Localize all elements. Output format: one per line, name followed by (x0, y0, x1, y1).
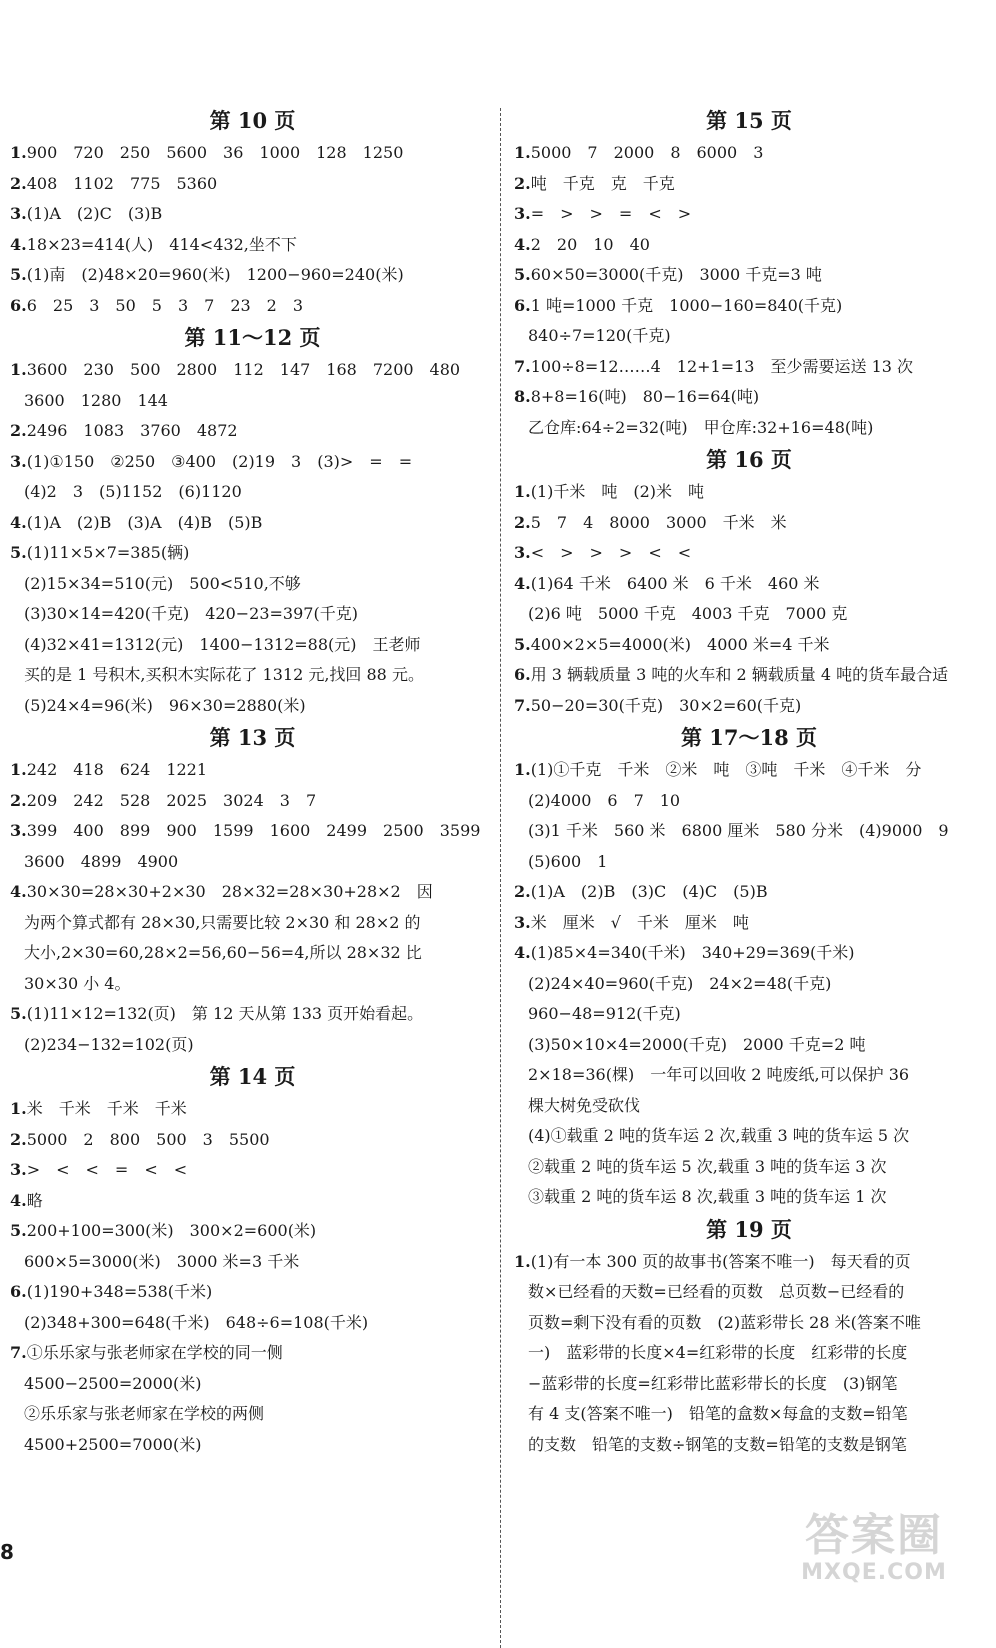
answer-text: (3)1 千米 560 米 6800 厘米 580 分米 (4)9000 9 (528, 821, 949, 840)
answer-text: 408 1102 775 5360 (26, 173, 218, 193)
question-number: 5. (10, 1004, 27, 1023)
question-number: 1. (10, 1099, 27, 1118)
answer-text: (1)190+348=538(千米) (26, 1282, 213, 1301)
question-number: 7. (514, 356, 531, 376)
question-number: 1. (514, 143, 531, 162)
answer-line (10, 1216, 495, 1247)
question-number: 1. (10, 360, 27, 379)
answer-line (10, 416, 495, 447)
answer-text: 5 7 4 8000 3000 千米 米 (530, 512, 787, 532)
answer-text: (1)A (2)B (3)A (4)B (5)B (26, 512, 263, 532)
answer-line (10, 538, 495, 569)
answer-text: (1)11×12=132(页) 第 12 天从第 133 页开始看起。 (26, 1004, 424, 1023)
answer-continuation (10, 1399, 495, 1430)
answer-line (10, 138, 495, 169)
answer-line (514, 630, 984, 661)
answer-text: (1)11×5×7=385(辆) (26, 543, 190, 562)
answer-line (514, 691, 984, 722)
question-number: 1. (10, 760, 27, 779)
section-heading: 第 19 页 (706, 1216, 792, 1242)
answer-text: 的支数 铅笔的支数÷钢笔的支数=铅笔的支数是钢笔 (528, 1434, 907, 1454)
answer-text: (1)A (2)C (3)B (26, 204, 163, 223)
question-number: 3. (10, 451, 27, 471)
watermark-logo (774, 1512, 974, 1588)
question-number: 2. (514, 512, 531, 532)
answer-text: 50−20=30(千克) 30×2=60(千克) (530, 695, 802, 715)
answer-text: (3)30×14=420(千克) 420−23=397(千克) (24, 604, 358, 623)
question-number: 3. (10, 204, 27, 223)
answer-line (10, 355, 495, 386)
answer-continuation (10, 847, 495, 878)
answer-text: 60×50=3000(千克) 3000 千克=3 吨 (530, 265, 822, 284)
answer-line (10, 291, 495, 322)
answer-line (10, 1338, 495, 1369)
answer-text: 略 (26, 1190, 43, 1210)
answer-continuation (10, 908, 495, 939)
section-heading: 第 14 页 (209, 1064, 296, 1089)
question-number: 5. (514, 634, 531, 654)
question-number: 6. (514, 295, 531, 315)
question-number: 4. (10, 882, 27, 901)
answer-continuation (514, 969, 984, 1000)
answer-line (514, 477, 984, 508)
question-number: 2. (10, 173, 27, 193)
answer-text: (1)A (2)B (3)C (4)C (5)B (530, 882, 768, 901)
answer-line (514, 508, 984, 539)
answer-text: 960−48=912(千克) (528, 1004, 681, 1023)
question-number: 4. (10, 512, 27, 532)
answer-text: (4)32×41=1312(元) 1400−1312=88(元) 王老师 (24, 634, 421, 654)
answer-text: 有 4 支(答案不唯一) 铅笔的盒数×每盒的支数=铅笔 (528, 1404, 908, 1423)
question-number: 5. (514, 265, 531, 284)
answer-text: 为两个算式都有 28×30,只需要比较 2×30 和 28×2 的 (24, 912, 421, 932)
answer-continuation (514, 786, 984, 817)
question-number: 5. (10, 543, 27, 562)
section-heading: 第 11～12 页 (184, 325, 321, 350)
answer-text: 数×已经看的天数=已经看的页数 总页数−已经看的 (528, 1282, 905, 1301)
answer-text: (4)2 3 (5)1152 (6)1120 (24, 482, 242, 501)
answer-text: = > > = < > (530, 204, 692, 223)
answer-continuation (514, 1430, 984, 1461)
answer-text: 30×30=28×30+2×30 28×32=28×30+28×2 因 (26, 882, 433, 901)
answer-continuation (514, 847, 984, 878)
answer-continuation (514, 1121, 984, 1152)
answer-text: 米 厘米 √ 千米 厘米 吨 (530, 912, 749, 932)
section-heading: 第 13 页 (209, 725, 296, 750)
answer-line (10, 1155, 495, 1186)
answer-line (514, 382, 984, 413)
answer-text: 吨 千克 克 千克 (530, 173, 675, 193)
question-number: 1. (514, 1251, 531, 1271)
answer-text: 大小,2×30=60,28×2=56,60−56=4,所以 28×32 比 (24, 943, 422, 962)
answer-text: (1)①千克 千米 ②米 吨 ③吨 千米 ④千米 分 (530, 760, 922, 779)
answer-continuation (514, 1182, 984, 1213)
answer-continuation (514, 999, 984, 1030)
question-number: 5. (10, 265, 27, 284)
answer-line (10, 447, 495, 478)
question-number: 2. (10, 1129, 27, 1149)
answer-line (10, 169, 495, 200)
question-number: 4. (10, 234, 27, 254)
answer-text: (1)64 千米 6400 米 6 千米 460 米 (530, 573, 820, 593)
watermark-title: 答案圈 (805, 1510, 943, 1561)
answer-text: 4500−2500=2000(米) (24, 1373, 202, 1393)
right-column (514, 104, 984, 1460)
answer-line (514, 938, 984, 969)
question-number: 1. (514, 482, 531, 501)
question-number: 3. (10, 821, 27, 840)
answer-line (10, 508, 495, 539)
answer-text: (2)234−132=102(页) (24, 1034, 194, 1054)
question-number: 6. (10, 1282, 27, 1301)
answer-line (10, 755, 495, 786)
answer-text: (2)6 吨 5000 千克 4003 千克 7000 克 (528, 604, 848, 623)
answer-line (514, 260, 984, 291)
column-divider (500, 108, 501, 1648)
answer-text: 200+100=300(米) 300×2=600(米) (26, 1221, 317, 1240)
answer-text: 242 418 624 1221 (26, 760, 208, 779)
answer-continuation (10, 1247, 495, 1278)
answer-text: 页数=剩下没有看的页数 (2)蓝彩带长 28 米(答案不唯 (528, 1312, 921, 1332)
answer-continuation (10, 1430, 495, 1461)
answer-text: (2)24×40=960(千克) 24×2=48(千克) (528, 973, 832, 993)
question-number: 1. (10, 143, 27, 162)
answer-line (514, 169, 984, 200)
section-heading: 第 10 页 (209, 108, 296, 133)
question-number: 2. (514, 882, 531, 901)
answer-text: ②乐乐家与张老师家在学校的两侧 (24, 1404, 265, 1423)
answer-line (10, 1186, 495, 1217)
answer-text: 2496 1083 3760 4872 (26, 421, 238, 440)
left-column (10, 104, 495, 1460)
answer-continuation (514, 1338, 984, 1369)
answer-continuation (514, 816, 984, 847)
answer-line (10, 1277, 495, 1308)
answer-line (514, 352, 984, 383)
answer-text: (1)①150 ②250 ③400 (2)19 3 (3)> = = (26, 451, 413, 471)
answer-line (514, 538, 984, 569)
answer-line (514, 230, 984, 261)
answer-line (10, 1094, 495, 1125)
question-number: 3. (10, 1160, 27, 1179)
question-number: 3. (514, 543, 531, 562)
question-number: 8. (514, 387, 531, 406)
answer-continuation (10, 660, 495, 691)
section-heading: 第 16 页 (706, 447, 792, 472)
answer-text: 30×30 小 4。 (24, 973, 131, 993)
answer-line (10, 260, 495, 291)
answer-line (514, 199, 984, 230)
answer-line (10, 999, 495, 1030)
answer-text: 100÷8=12……4 12+1=13 至少需要运送 13 次 (530, 356, 914, 376)
section-heading: 第 15 页 (706, 108, 792, 133)
question-number: 5. (10, 1221, 27, 1240)
answer-text: (1)千米 吨 (2)米 吨 (530, 482, 705, 501)
answer-continuation (10, 691, 495, 722)
question-number: 1. (514, 760, 531, 779)
answer-line (514, 291, 984, 322)
answer-text: 棵大树免受砍伐 (528, 1095, 641, 1115)
answer-continuation (514, 413, 984, 444)
answer-continuation (514, 1091, 984, 1122)
answer-line (10, 1125, 495, 1156)
answer-text: 840÷7=120(千克) (528, 326, 671, 345)
answer-line (514, 1247, 984, 1278)
answer-text: 米 千米 千米 千米 (26, 1099, 187, 1118)
answer-continuation (514, 1308, 984, 1339)
answer-text: (2)4000 6 7 10 (528, 790, 681, 810)
answer-text: 2 20 10 40 (530, 234, 650, 254)
answer-continuation (10, 630, 495, 661)
question-number: 4. (514, 943, 531, 962)
answer-continuation (514, 1399, 984, 1430)
watermark-domain: MXQE.COM (801, 1560, 947, 1585)
answer-text: (5)24×4=96(米) 96×30=2880(米) (24, 695, 306, 715)
answer-continuation (514, 1030, 984, 1061)
question-number: 7. (514, 695, 531, 715)
answer-line (10, 230, 495, 261)
answer-continuation (514, 321, 984, 352)
answer-continuation (10, 1369, 495, 1400)
answer-text: ①乐乐家与张老师家在学校的同一侧 (26, 1343, 283, 1362)
question-number: 2. (10, 790, 27, 810)
question-number: 4. (514, 234, 531, 254)
answer-text: (1)85×4=340(千米) 340+29=369(千米) (530, 943, 855, 962)
answer-line (10, 199, 495, 230)
answer-text: (5)600 1 (528, 851, 608, 871)
answer-text: 3600 230 500 2800 112 147 168 7200 480 (26, 360, 461, 379)
answer-continuation (10, 569, 495, 600)
answer-continuation (514, 599, 984, 630)
answer-text: (2)15×34=510(元) 500<510,不够 (24, 573, 301, 593)
answer-text: (1)南 (2)48×20=960(米) 1200−960=240(米) (26, 265, 404, 284)
answer-text: 399 400 899 900 1599 1600 2499 2500 3599 (26, 821, 481, 840)
answer-line (10, 786, 495, 817)
answer-text: (3)50×10×4=2000(千克) 2000 千克=2 吨 (528, 1034, 866, 1054)
answer-text: 4500+2500=7000(米) (24, 1434, 202, 1454)
answer-continuation (514, 1369, 984, 1400)
answer-text: ②载重 2 吨的货车运 5 次,载重 3 吨的货车运 3 次 (528, 1156, 887, 1176)
answer-text: 8+8=16(吨) 80−16=64(吨) (530, 387, 760, 406)
answer-line (10, 877, 495, 908)
answer-text: 一) 蓝彩带的长度×4=红彩带的长度 红彩带的长度 (528, 1343, 908, 1362)
answer-text: < > > > < < (530, 543, 692, 562)
question-number: 4. (10, 1190, 27, 1210)
answer-continuation (514, 1152, 984, 1183)
question-number: 3. (514, 204, 531, 223)
answer-continuation (10, 386, 495, 417)
answer-continuation (10, 599, 495, 630)
answer-text: 18×23=414(人) 414<432,坐不下 (26, 234, 297, 254)
page-number: 8 (0, 1540, 14, 1564)
answer-text: −蓝彩带的长度=红彩带比蓝彩带长的长度 (3)钢笔 (528, 1373, 898, 1393)
question-number: 6. (10, 295, 27, 315)
answer-text: 209 242 528 2025 3024 3 7 (26, 790, 317, 810)
answer-text: 用 3 辆载质量 3 吨的火车和 2 辆载质量 4 吨的货车最合适 (530, 665, 949, 684)
answer-continuation (514, 1277, 984, 1308)
answer-text: (4)①载重 2 吨的货车运 2 次,载重 3 吨的货车运 5 次 (528, 1126, 910, 1145)
answer-text: 乙仓库:64÷2=32(吨) 甲仓库:32+16=48(吨) (528, 417, 874, 437)
question-number: 6. (514, 665, 531, 684)
answer-text: > < < = < < (26, 1160, 188, 1179)
question-number: 2. (10, 421, 27, 440)
answer-continuation (10, 477, 495, 508)
section-heading: 第 17～18 页 (680, 725, 818, 750)
answer-text: 3600 1280 144 (24, 390, 168, 410)
answer-line (514, 569, 984, 600)
answer-text: 3600 4899 4900 (24, 851, 179, 871)
answer-text: 600×5=3000(米) 3000 米=3 千米 (24, 1251, 300, 1271)
answer-text: 2×18=36(棵) 一年可以回收 2 吨废纸,可以保护 36 (528, 1065, 910, 1084)
answer-continuation (10, 969, 495, 1000)
answer-text: 400×2×5=4000(米) 4000 米=4 千米 (530, 634, 830, 654)
answer-continuation (514, 1060, 984, 1091)
answer-text: 6 25 3 50 5 3 7 23 2 3 (26, 295, 304, 315)
question-number: 3. (514, 912, 531, 932)
question-number: 2. (514, 173, 531, 193)
answer-continuation (10, 1030, 495, 1061)
question-number: 4. (514, 573, 531, 593)
answer-line (10, 816, 495, 847)
answer-text: ③载重 2 吨的货车运 8 次,载重 3 吨的货车运 1 次 (528, 1187, 887, 1206)
answer-line (514, 138, 984, 169)
answer-line (514, 660, 984, 691)
answer-text: 买的是 1 号积木,买积木实际花了 1312 元,找回 88 元。 (24, 665, 424, 684)
answer-text: (1)有一本 300 页的故事书(答案不唯一) 每天看的页 (530, 1251, 911, 1271)
answer-text: 900 720 250 5600 36 1000 128 1250 (26, 143, 404, 162)
question-number: 7. (10, 1343, 27, 1362)
answer-line (514, 877, 984, 908)
answer-line (514, 755, 984, 786)
answer-text: (2)348+300=648(千米) 648÷6=108(千米) (24, 1312, 369, 1332)
answer-text: 1 吨=1000 千克 1000−160=840(千克) (530, 295, 843, 315)
answer-line (514, 908, 984, 939)
answer-continuation (10, 1308, 495, 1339)
answer-continuation (10, 938, 495, 969)
answer-text: 5000 7 2000 8 6000 3 (530, 143, 764, 162)
answer-text: 5000 2 800 500 3 5500 (26, 1129, 270, 1149)
